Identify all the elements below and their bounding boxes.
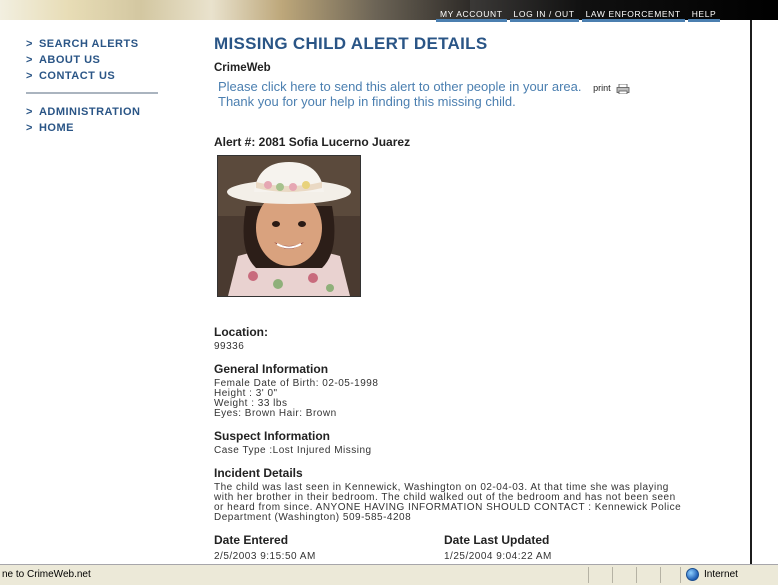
suspect-info-title: Suspect Information [214,429,331,443]
general-info-title: General Information [214,362,329,376]
status-divider [660,567,661,583]
sidebar-item-label: SEARCH ALERTS [38,38,139,50]
location-value: 99336 [214,341,245,352]
chevron-right-icon: > [26,38,33,50]
general-info-body: Female Date of Birth: 02-05-1998 Height : 3' 0" Weight : 33 lbs Eyes: Brown Hair: Brown [214,378,379,419]
date-entered-value: 2/5/2003 9:15:50 AM [214,551,316,562]
date-updated-value: 1/25/2004 9:04:22 AM [444,551,552,562]
incident-details-body: The child was last seen in Kennewick, Washington on 02-04-03. At that time she was playing with her brother in their bedroom. The child walked out of the bedroom and has not been seen or heard from since. ANYONE HAVING INFORMATION SHOULD CONTACT : Kennewick Police Department (Washington) 509-585-4208 [214,482,682,523]
nav-help[interactable]: HELP [688,6,721,22]
date-updated-label: Date Last Updated [444,533,550,547]
sidebar [26,38,166,138]
sidebar-item-label: CONTACT US [38,70,116,82]
globe-icon [686,568,699,581]
child-photo-image [218,156,360,296]
sidebar-item-label: ADMINISTRATION [38,106,141,118]
nav-log-in-out[interactable]: LOG IN / OUT [510,6,579,22]
suspect-info-body: Case Type :Lost Injured Missing [214,445,372,456]
browser-status-bar [0,564,778,585]
date-updated [444,533,674,562]
sidebar-item-label: ABOUT US [38,54,101,66]
date-entered [214,533,444,562]
status-divider [636,567,637,583]
header-photo [0,0,470,20]
sidebar-item-label: HOME [38,122,74,134]
page-title: MISSING CHILD ALERT DETAILS [214,34,488,53]
chevron-right-icon: > [26,70,33,82]
sidebar-item-search-alerts[interactable] [26,38,166,50]
status-text: ne to CrimeWeb.net [2,569,91,580]
status-divider [680,567,681,583]
chevron-right-icon: > [26,54,33,66]
sidebar-divider [26,92,158,94]
security-zone[interactable] [686,568,738,581]
sidebar-item-about-us[interactable] [26,54,166,66]
sidebar-item-home[interactable] [26,122,166,134]
printer-icon [616,84,630,94]
thank-you-text: Thank you for your help in finding this missing child. [218,94,516,109]
print-label: print [593,83,611,93]
main-content [214,34,734,562]
dates-row [214,533,734,562]
top-nav [436,6,723,22]
status-divider [612,567,613,583]
zone-label: Internet [704,569,738,580]
location-title: Location: [214,325,268,339]
send-alert-link[interactable]: Please click here to send this alert to other people in your area. [218,79,582,94]
alert-header: Alert #: 2081 Sofia Lucerno Juarez [214,135,411,149]
chevron-right-icon: > [26,106,33,118]
org-name: CrimeWeb [214,62,271,74]
print-link[interactable] [593,83,630,93]
sidebar-item-contact-us[interactable] [26,70,166,82]
page-border-right [750,20,752,564]
chevron-right-icon: > [26,122,33,134]
child-photo [217,155,361,297]
incident-details-title: Incident Details [214,466,303,480]
date-entered-label: Date Entered [214,533,289,547]
status-divider [588,567,589,583]
nav-my-account[interactable]: MY ACCOUNT [436,6,507,22]
nav-law-enforcement[interactable]: LAW ENFORCEMENT [582,6,685,22]
alert-message [218,80,734,109]
sidebar-item-administration[interactable] [26,106,166,118]
